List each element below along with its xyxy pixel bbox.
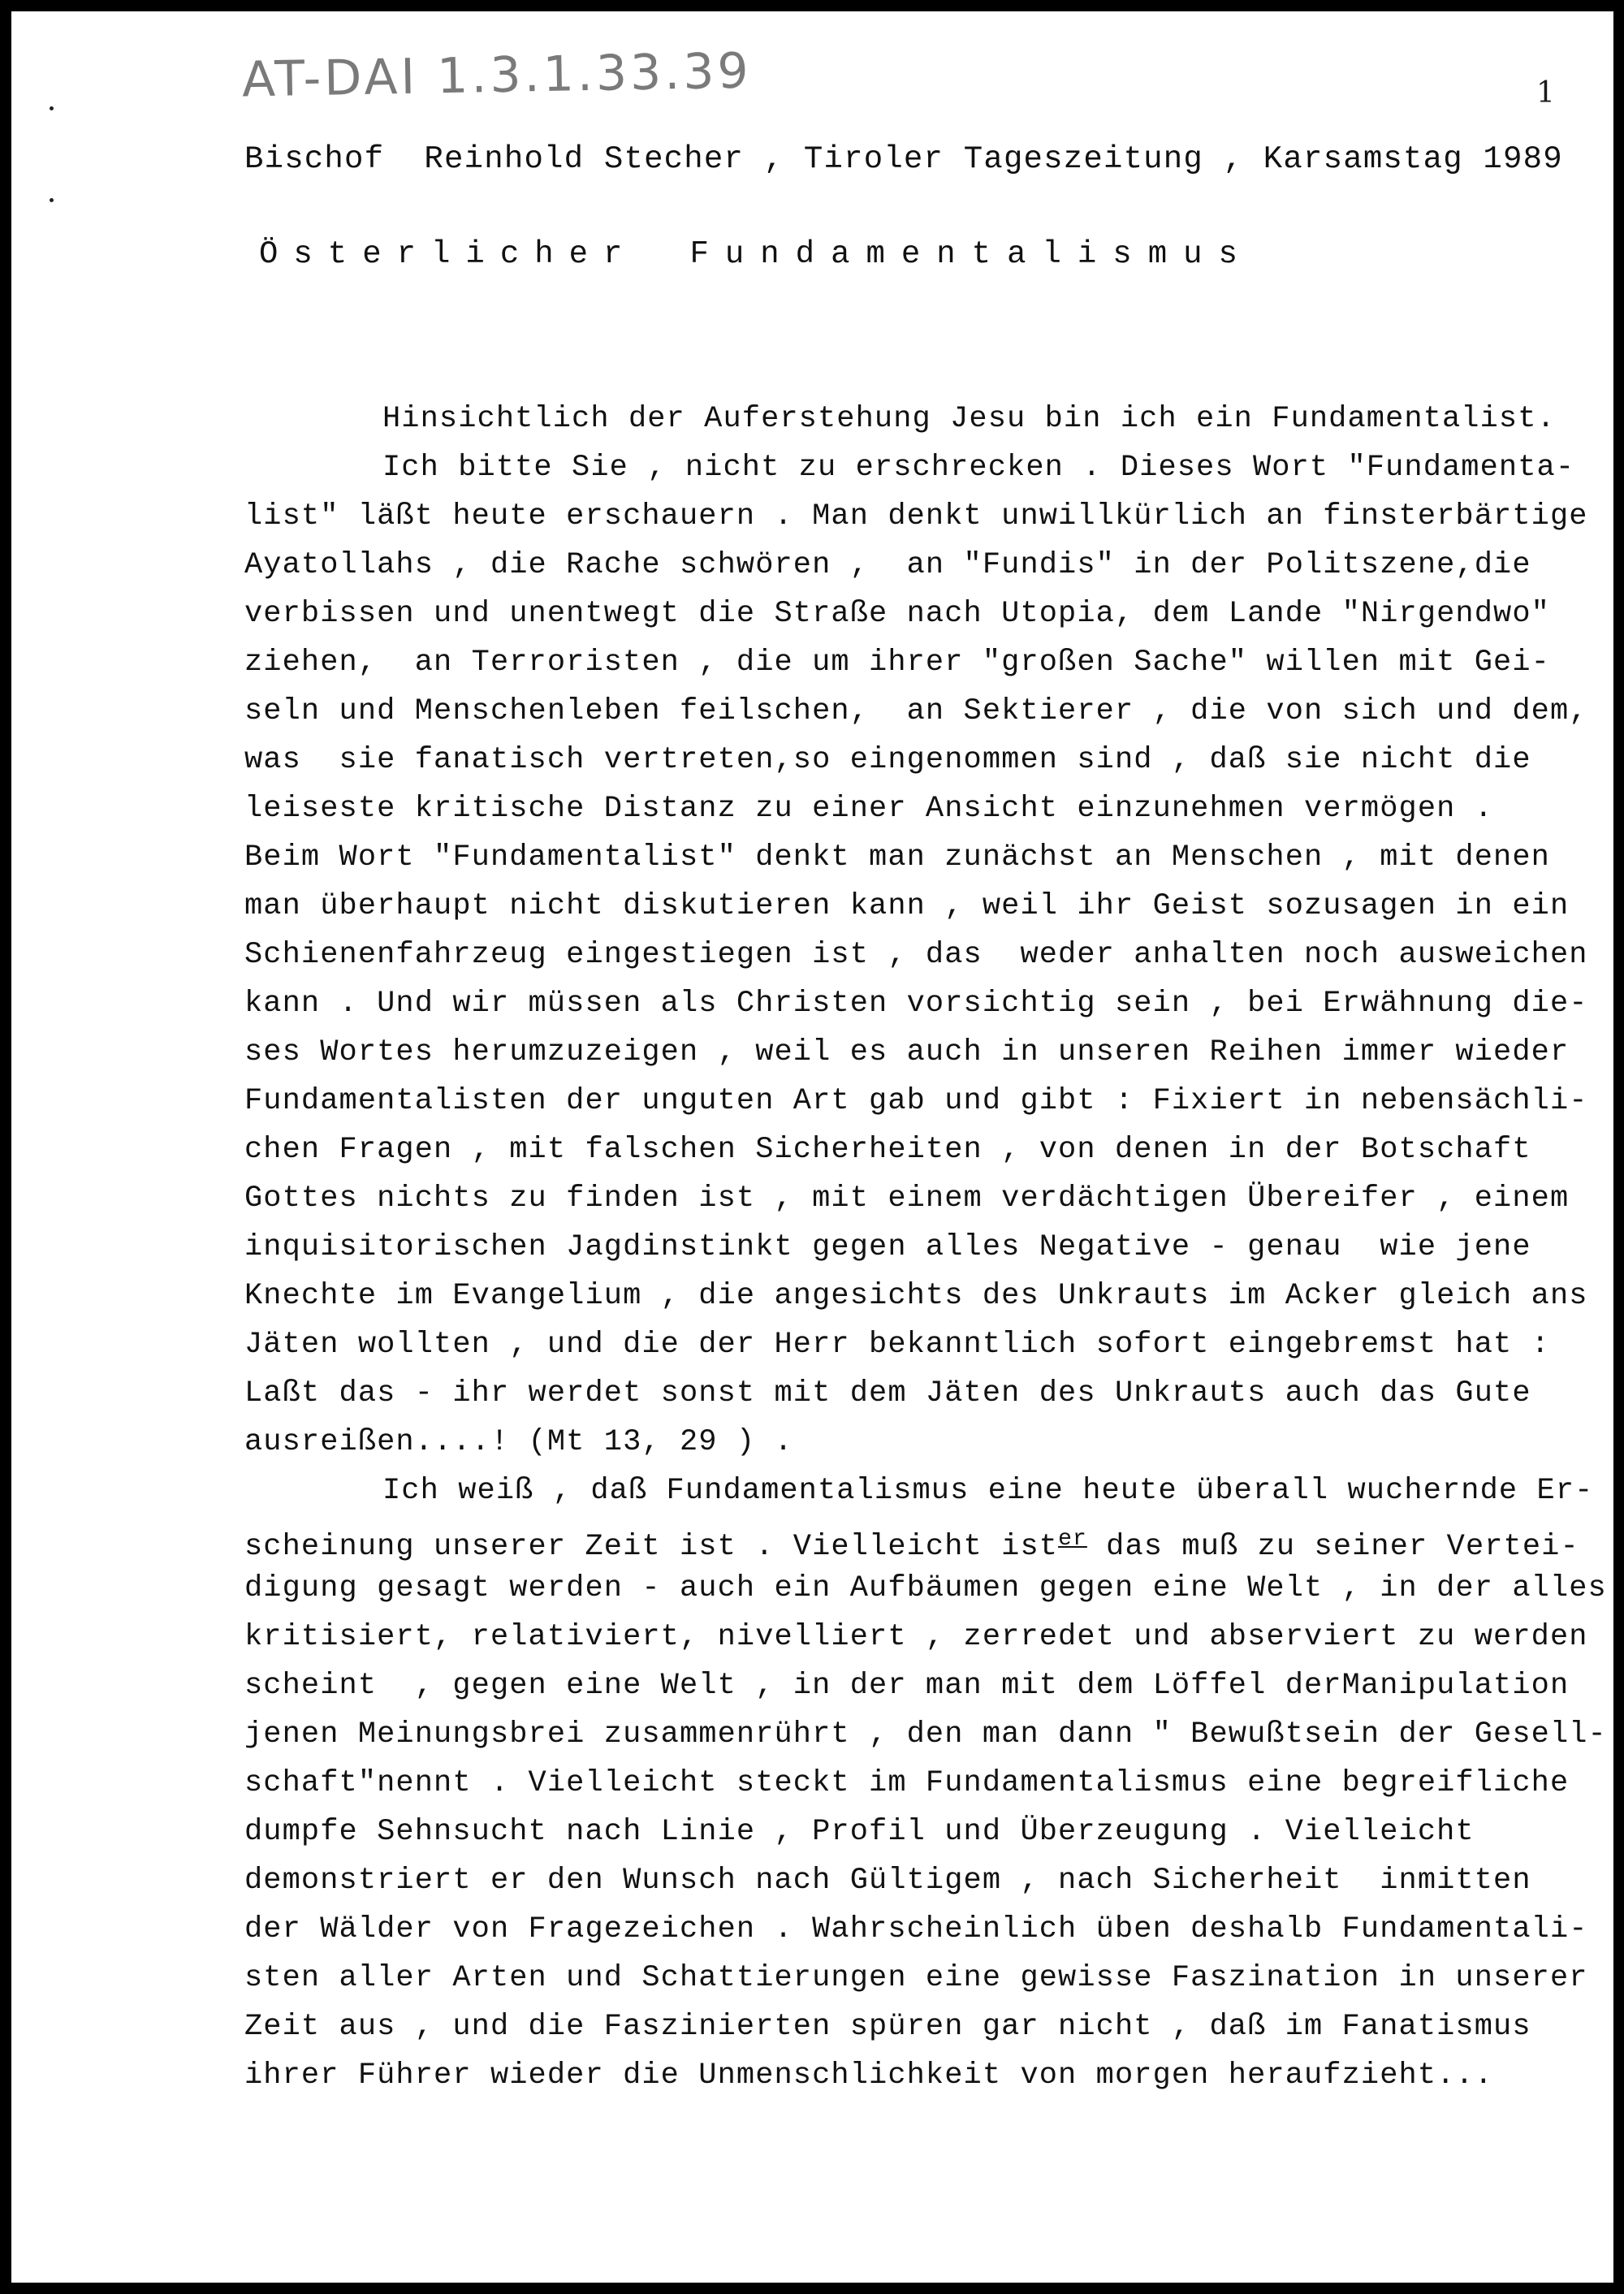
page-number: 1 (1536, 76, 1555, 110)
body-line: ihrer Führer wieder die Unmenschlichkeit von morgen heraufzieht... (244, 2059, 1494, 2093)
body-line: was sie fanatisch vertreten,so eingenommen sind , daß sie nicht die (244, 743, 1531, 777)
body-line: jenen Meinungsbrei zusammenrührt , den man dann " Bewußtsein der Gesell- (244, 1717, 1607, 1752)
body-line: Schienenfahrzeug eingestiegen ist , das weder anhalten noch ausweichen (244, 938, 1588, 972)
body-line: Gottes nichts zu finden ist , mit einem verdächtigen Übereifer , einem (244, 1182, 1570, 1216)
body-line: list" läßt heute erschauern . Man denkt unwillkürlich an finsterbärtige (244, 499, 1588, 534)
body-line: leiseste kritische Distanz zu einer Ansicht einzunehmen vermögen . (244, 792, 1494, 826)
body-line: verbissen und unentwegt die Straße nach Utopia, dem Lande "Nirgendwo" (244, 597, 1550, 631)
body-line: ziehen, an Terroristen , die um ihrer "großen Sache" willen mit Gei- (244, 646, 1550, 680)
body-line: dumpfe Sehnsucht nach Linie , Profil und Überzeugung . Vielleicht (244, 1815, 1475, 1849)
body-line: Laßt das - ihr werdet sonst mit dem Jäten des Unkrauts auch das Gute (244, 1376, 1531, 1411)
body-line: seln und Menschenleben feilschen, an Sektierer , die von sich und dem, (244, 694, 1588, 728)
body-line: schaft"nennt . Vielleicht steckt im Fundamentalismus eine begreifliche (244, 1766, 1570, 1800)
body-line: kritisiert, relativiert, nivelliert , zerredet und abserviert zu werden (244, 1620, 1588, 1654)
body-line: der Wälder von Fragezeichen . Wahrscheinlich üben deshalb Fundamentali- (244, 1912, 1588, 1946)
body-line: inquisitorischen Jagdinstinkt gegen alles Negative - genau wie jene (244, 1230, 1531, 1264)
body-line: Ayatollahs , die Rache schwören , an "Fundis" in der Politszene,die (244, 548, 1531, 582)
body-line: Beim Wort "Fundamentalist" denkt man zunächst an Menschen , mit denen (244, 840, 1550, 875)
body-line: Jäten wollten , und die der Herr bekanntlich sofort eingebremst hat : (244, 1328, 1550, 1362)
handwritten-archive-reference: AT-DAI 1.3.1.33.39 (241, 42, 753, 109)
body-line (244, 1520, 1579, 1566)
margin-mark (50, 106, 54, 110)
body-line: Fundamentalisten der unguten Art gab und gibt : Fixiert in nebensächli- (244, 1084, 1588, 1118)
inserted-word: er (1058, 1527, 1087, 1552)
body-line: Ich bitte Sie , nicht zu erschrecken . Dieses Wort "Fundamenta- (382, 451, 1575, 485)
margin-mark (50, 198, 54, 202)
body-line: chen Fragen , mit falschen Sicherheiten , von denen in der Botschaft (244, 1133, 1531, 1167)
body-line: Knechte im Evangelium , die angesichts des Unkrauts im Acker gleich ans (244, 1279, 1588, 1313)
body-line: Zeit aus , und die Faszinierten spüren gar nicht , daß im Fanatismus (244, 2010, 1531, 2044)
body-line: ses Wortes herumzuzeigen , weil es auch in unseren Reihen immer wieder (244, 1035, 1570, 1069)
body-line: Ich weiß , daß Fundamentalismus eine heute überall wuchernde Er- (382, 1474, 1594, 1508)
body-line: man überhaupt nicht diskutieren kann , weil ihr Geist sozusagen in ein (244, 889, 1570, 923)
byline: Bischof Reinhold Stecher , Tiroler Tageszeitung , Karsamstag 1989 (244, 141, 1563, 177)
body-line-end: das muß zu seiner Vertei- (1086, 1530, 1579, 1564)
body-line: ausreißen....! (Mt 13, 29 ) . (244, 1425, 793, 1459)
body-line: digung gesagt werden - auch ein Aufbäumen gegen eine Welt , in der alles (244, 1571, 1607, 1605)
body-line-start: scheinung unserer Zeit ist . Vielleicht ist (244, 1530, 1059, 1564)
title-word-1: Österlicher (259, 236, 638, 272)
body-line: kann . Und wir müssen als Christen vorsichtig sein , bei Erwähnung die- (244, 987, 1588, 1021)
body-line: Hinsichtlich der Auferstehung Jesu bin ich ein Fundamentalist. (382, 402, 1556, 436)
body-line: sten aller Arten und Schattierungen eine gewisse Faszination in unserer (244, 1961, 1588, 1995)
body-line: scheint , gegen eine Welt , in der man mit dem Löffel derManipulation (244, 1669, 1570, 1703)
body-line: demonstriert er den Wunsch nach Gültigem , nach Sicherheit inmitten (244, 1864, 1531, 1898)
title-word-2: Fundamentalismus (689, 236, 1254, 272)
document-page (11, 11, 1613, 2283)
article-title (259, 235, 1254, 274)
